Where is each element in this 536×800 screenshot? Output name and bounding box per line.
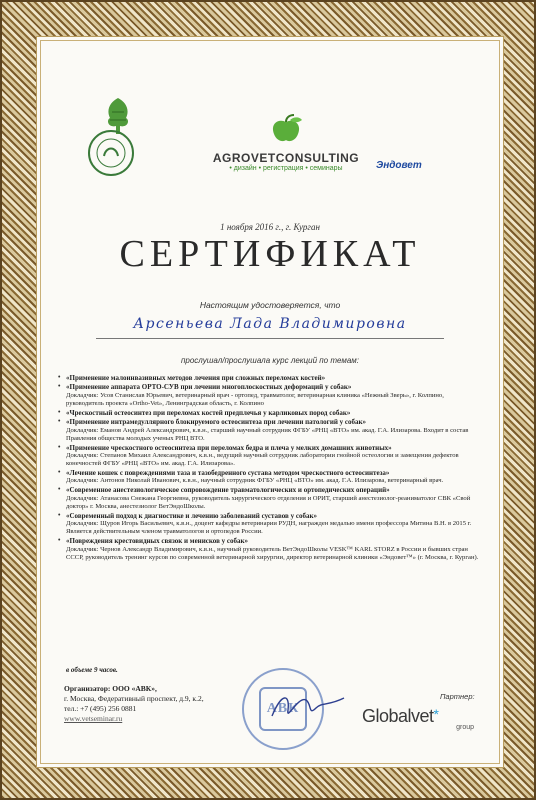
listened-text: прослушал/прослушала курс лекций по темам: <box>181 356 359 365</box>
course-speaker: Докладчик: Степанов Михаил Александрович, к.в.н., ведущий научный сотрудник лаборатории гнойной остеологии и замещения дефектов конечностей ФГБУ «РНЦ «ВТО» им. акад. Г.А. Илизарова». <box>66 452 459 468</box>
course-speaker: Докладчик: Еманов Андрей Александрович, к.в.н., старший научный сотрудник ФГБУ «РНЦ «ВТО» им. акад. Г.А. Илизарова. Входит в состав Правления общества молодых ученых РНЦ ВТО. <box>66 426 469 442</box>
course-speaker: Докладчик: Чернов Александр Владимирович, к.в.н., научный руководитель ВетЭндоШколы VESK™ KARL STORZ в России и бывших стран СССР, руководитель тренинг курсов по современной ветеринарной хирургии, директор ветеринарной клиники «Эндовет™» (г. Москва, г. Курган). <box>66 545 479 561</box>
organizer-block <box>64 684 254 724</box>
course-title: • «Повреждения крестовидных связок и менисков у собак» <box>66 537 249 546</box>
course-title: • «Применение чрескостного остеосинтеза при переломах бедра и плеча у мелких домашних животных» <box>66 443 392 452</box>
brand-tagline: • дизайн • регистрация • семинары <box>229 165 343 172</box>
course-title: • «Чрескостный остеосинтез при переломах костей предплечья у карликовых пород собак» <box>66 408 351 417</box>
partner-label: Партнер: <box>440 692 475 701</box>
date-line: 1 ноября 2016 г., г. Курган <box>220 222 320 232</box>
list-item <box>58 409 480 417</box>
list-item <box>58 537 480 561</box>
list-item <box>58 486 480 510</box>
course-list <box>58 374 480 563</box>
course-title: • «Лечение кошек с повреждениями таза и тазобедренного сустава методом чрескостного остеосинтеза» <box>66 469 390 478</box>
organizer-address: г. Москва, Федеративный проспект, д.9, к.2, <box>64 694 204 703</box>
recipient-name: Арсеньева Лада Владимировна <box>133 316 407 332</box>
seal-logo-icon <box>86 128 136 178</box>
agrovetconsulting-logo <box>186 114 386 172</box>
recipient-underline <box>96 338 444 339</box>
stamp-text: АВК <box>266 701 300 716</box>
duration-text: в объеме 9 часов. <box>66 666 118 674</box>
apple-icon <box>264 114 308 144</box>
list-item <box>58 469 480 485</box>
list-item <box>58 374 480 382</box>
list-item <box>58 383 480 407</box>
course-title: • «Современный подход к диагностике и лечению заболеваний суставов у собак» <box>66 511 317 520</box>
endovet-logo: Эндовет <box>376 160 422 171</box>
course-title: • «Современное анестезиологическое сопровождение травматологических и ортопедических операций» <box>66 486 390 495</box>
certificate-title: СЕРТИФИКАТ <box>119 233 421 275</box>
list-item <box>58 444 480 468</box>
organizer-name: Организатор: ООО «АВК», <box>64 684 157 693</box>
globalvet-logo <box>362 706 492 731</box>
course-title: • «Применение интрамедуллярного блокируемого остеосинтеза при лечении патологий у собак» <box>66 418 367 427</box>
star-icon: * <box>433 706 439 722</box>
signature-icon <box>268 686 348 726</box>
logo-row <box>36 88 504 188</box>
course-title: • «Применение малоинвазивных методов лечения при сложных переломах костей» <box>66 374 326 382</box>
list-item <box>58 418 480 442</box>
partner-name: Globalvet <box>362 706 434 726</box>
organizer-phone: тел.: +7 (495) 256 0881 <box>64 704 137 713</box>
course-speaker: Докладчик: Атанасова Снежана Георгиевна, руководитель хирургического отделения и ОРИТ, старший анестезиолог-реаниматолог СВК «Свой доктор» г. Москва, анестезиолог ВетЭндоШколы. <box>66 494 471 510</box>
brand-name: AGROVETCONSULTING <box>212 151 360 165</box>
course-speaker: Докладчик: Усов Станислав Юрьевич, ветеринарный врач - ортопед, травматолог, ветеринарная клиника «Нежный Зверь», г. Колпино, руководитель проекта «Ortho-Vet», Ленинградская область, г. Колпино <box>66 391 444 407</box>
course-speaker: Докладчик: Антонов Николай Иванович, к.в.н., научный сотрудник ФГБУ «РНЦ «ВТО» им. акад. Г.А. Илизарова, ветеринарный врач. <box>66 477 444 485</box>
course-title: • «Применение аппарата ОРТО-СУВ при лечении многоплоскостных деформаций у собак» <box>66 383 352 392</box>
organizer-site-link[interactable]: www.vetseminar.ru <box>64 714 123 723</box>
course-speaker: Докладчик: Щуров Игорь Васильевич, к.в.н., доцент кафедры ветеринарии РУДН, награжден медалью имени профессора Митина В.Н. в 2015 г. Является действительным членом травматологов и ортопедов России. <box>66 520 472 536</box>
certificate-page <box>36 36 504 768</box>
partner-group: group <box>456 724 474 731</box>
list-item <box>58 512 480 536</box>
certify-text: Настоящим удостоверяется, что <box>199 300 341 310</box>
